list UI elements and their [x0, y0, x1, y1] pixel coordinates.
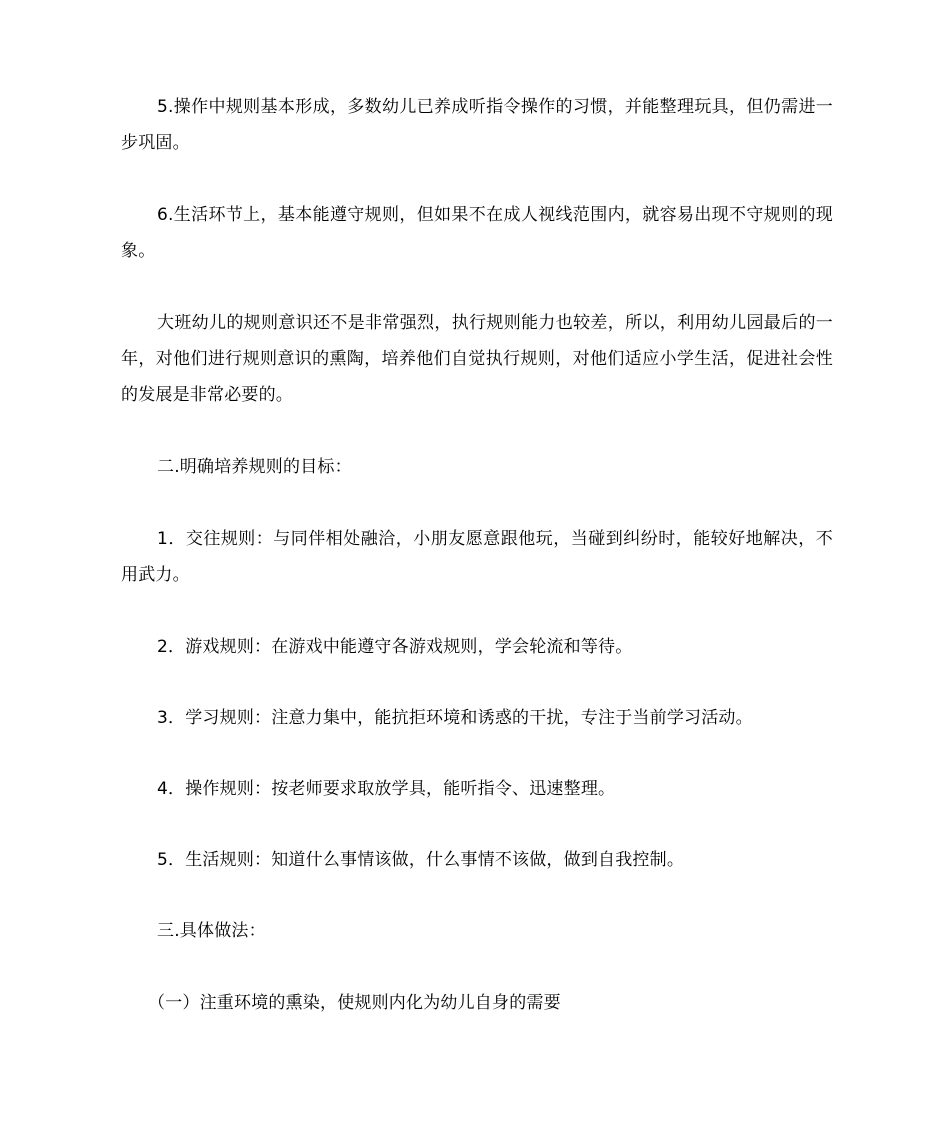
goal-item-operation-rules: 4．操作规则：按老师要求取放学具，能听指令、迅速整理。 [157, 779, 616, 799]
section-heading-goals: 二.明确培养规则的目标： [157, 457, 352, 477]
goal-item-social-rules: 1．交往规则：与同伴相处融洽，小朋友愿意跟他玩，当碰到纠纷时，能较好地解决，不用武力。 [121, 529, 833, 585]
paragraph-summary: 大班幼儿的规则意识还不是非常强烈，执行规则能力也较差，所以，利用幼儿园最后的一年，对他们进行规则意识的熏陶，培养他们自觉执行规则，对他们适应小学生活，促进社会性的发展是非常必要的。 [121, 313, 833, 405]
goal-item-learning-rules: 3．学习规则：注意力集中，能抗拒环境和诱惑的干扰，专注于当前学习活动。 [157, 708, 753, 728]
goal-item-life-rules: 5．生活规则：知道什么事情该做，什么事情不该做，做到自我控制。 [157, 850, 685, 870]
paragraph-operation-rules-status: 5.操作中规则基本形成，多数幼儿已养成听指令操作的习惯，并能整理玩具，但仍需进一步巩固。 [121, 97, 833, 153]
paragraph-daily-life-status: 6.生活环节上，基本能遵守规则，但如果不在成人视线范围内，就容易出现不守规则的现象。 [121, 205, 833, 261]
section-heading-methods: 三.具体做法： [157, 921, 266, 941]
subsection-heading-environment: （一）注重环境的熏染，使规则内化为幼儿自身的需要 [148, 993, 561, 1013]
goal-item-game-rules: 2．游戏规则：在游戏中能遵守各游戏规则，学会轮流和等待。 [157, 637, 633, 657]
